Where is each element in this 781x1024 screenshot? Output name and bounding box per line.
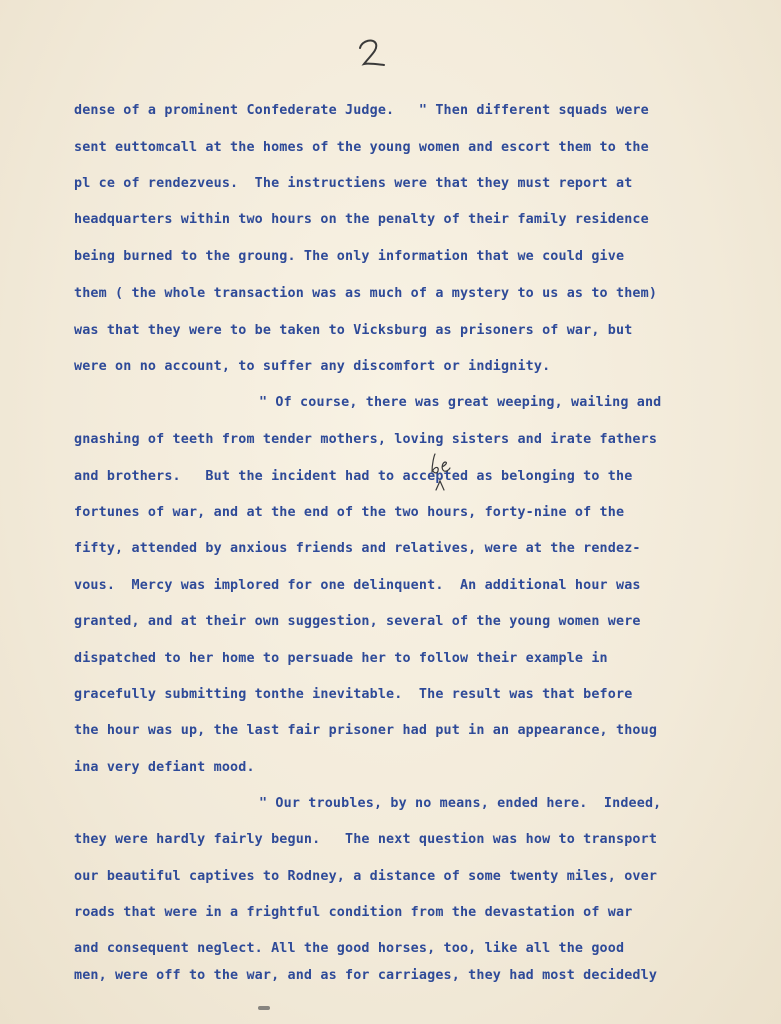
text-line: being burned to the groung. The only information that we could give	[74, 249, 625, 264]
text-line: dense of a prominent Confederate Judge. " Then different squads were	[74, 103, 649, 118]
text-line: the hour was up, the last fair prisoner had put in an appearance, thoug	[74, 723, 658, 738]
text-line: ina very defiant mood.	[74, 760, 255, 775]
text-line: fortunes of war, and at the end of the two hours, forty-nine of the	[74, 505, 625, 520]
text-line: sent euttomcall at the homes of the young women and escort them to the	[74, 140, 649, 155]
stray-mark	[258, 1006, 270, 1010]
text-line: gnashing of teeth from tender mothers, loving sisters and irate fathers	[74, 432, 658, 447]
text-line: fifty, attended by anxious friends and relatives, were at the rendez-	[74, 541, 641, 556]
text-line: dispatched to her home to persuade her to follow their example in	[74, 651, 608, 666]
text-line: they were hardly fairly begun. The next question was how to transport	[74, 832, 658, 847]
text-line: men, were off to the war, and as for carriages, they had most decidedly	[74, 968, 658, 983]
text-line: headquarters within two hours on the penalty of their family residence	[74, 212, 649, 227]
text-line: gracefully submitting tonthe inevitable. The result was that before	[74, 687, 633, 702]
text-line: pl ce of rendezveus. The instructiens were that they must report at	[74, 176, 633, 191]
text-line: and brothers. But the incident had to accepted as belonging to the	[74, 469, 633, 484]
text-line: vous. Mercy was implored for one delinquent. An additional hour was	[74, 578, 641, 593]
text-line: was that they were to be taken to Vicksburg as prisoners of war, but	[74, 323, 633, 338]
text-line: and consequent neglect. All the good horses, too, like all the good	[74, 941, 625, 956]
text-line: roads that were in a frightful condition from the devastation of war	[74, 905, 633, 920]
text-line: our beautiful captives to Rodney, a distance of some twenty miles, over	[74, 869, 658, 884]
text-line: " Our troubles, by no means, ended here. Indeed,	[259, 796, 662, 811]
text-line: them ( the whole transaction was as much of a mystery to us as to them)	[74, 286, 658, 301]
text-line: " Of course, there was great weeping, wailing and	[259, 395, 662, 410]
text-line: were on no account, to suffer any discomfort or indignity.	[74, 359, 551, 374]
text-line: granted, and at their own suggestion, several of the young women were	[74, 614, 641, 629]
handwritten-insertion-mark	[428, 452, 456, 492]
